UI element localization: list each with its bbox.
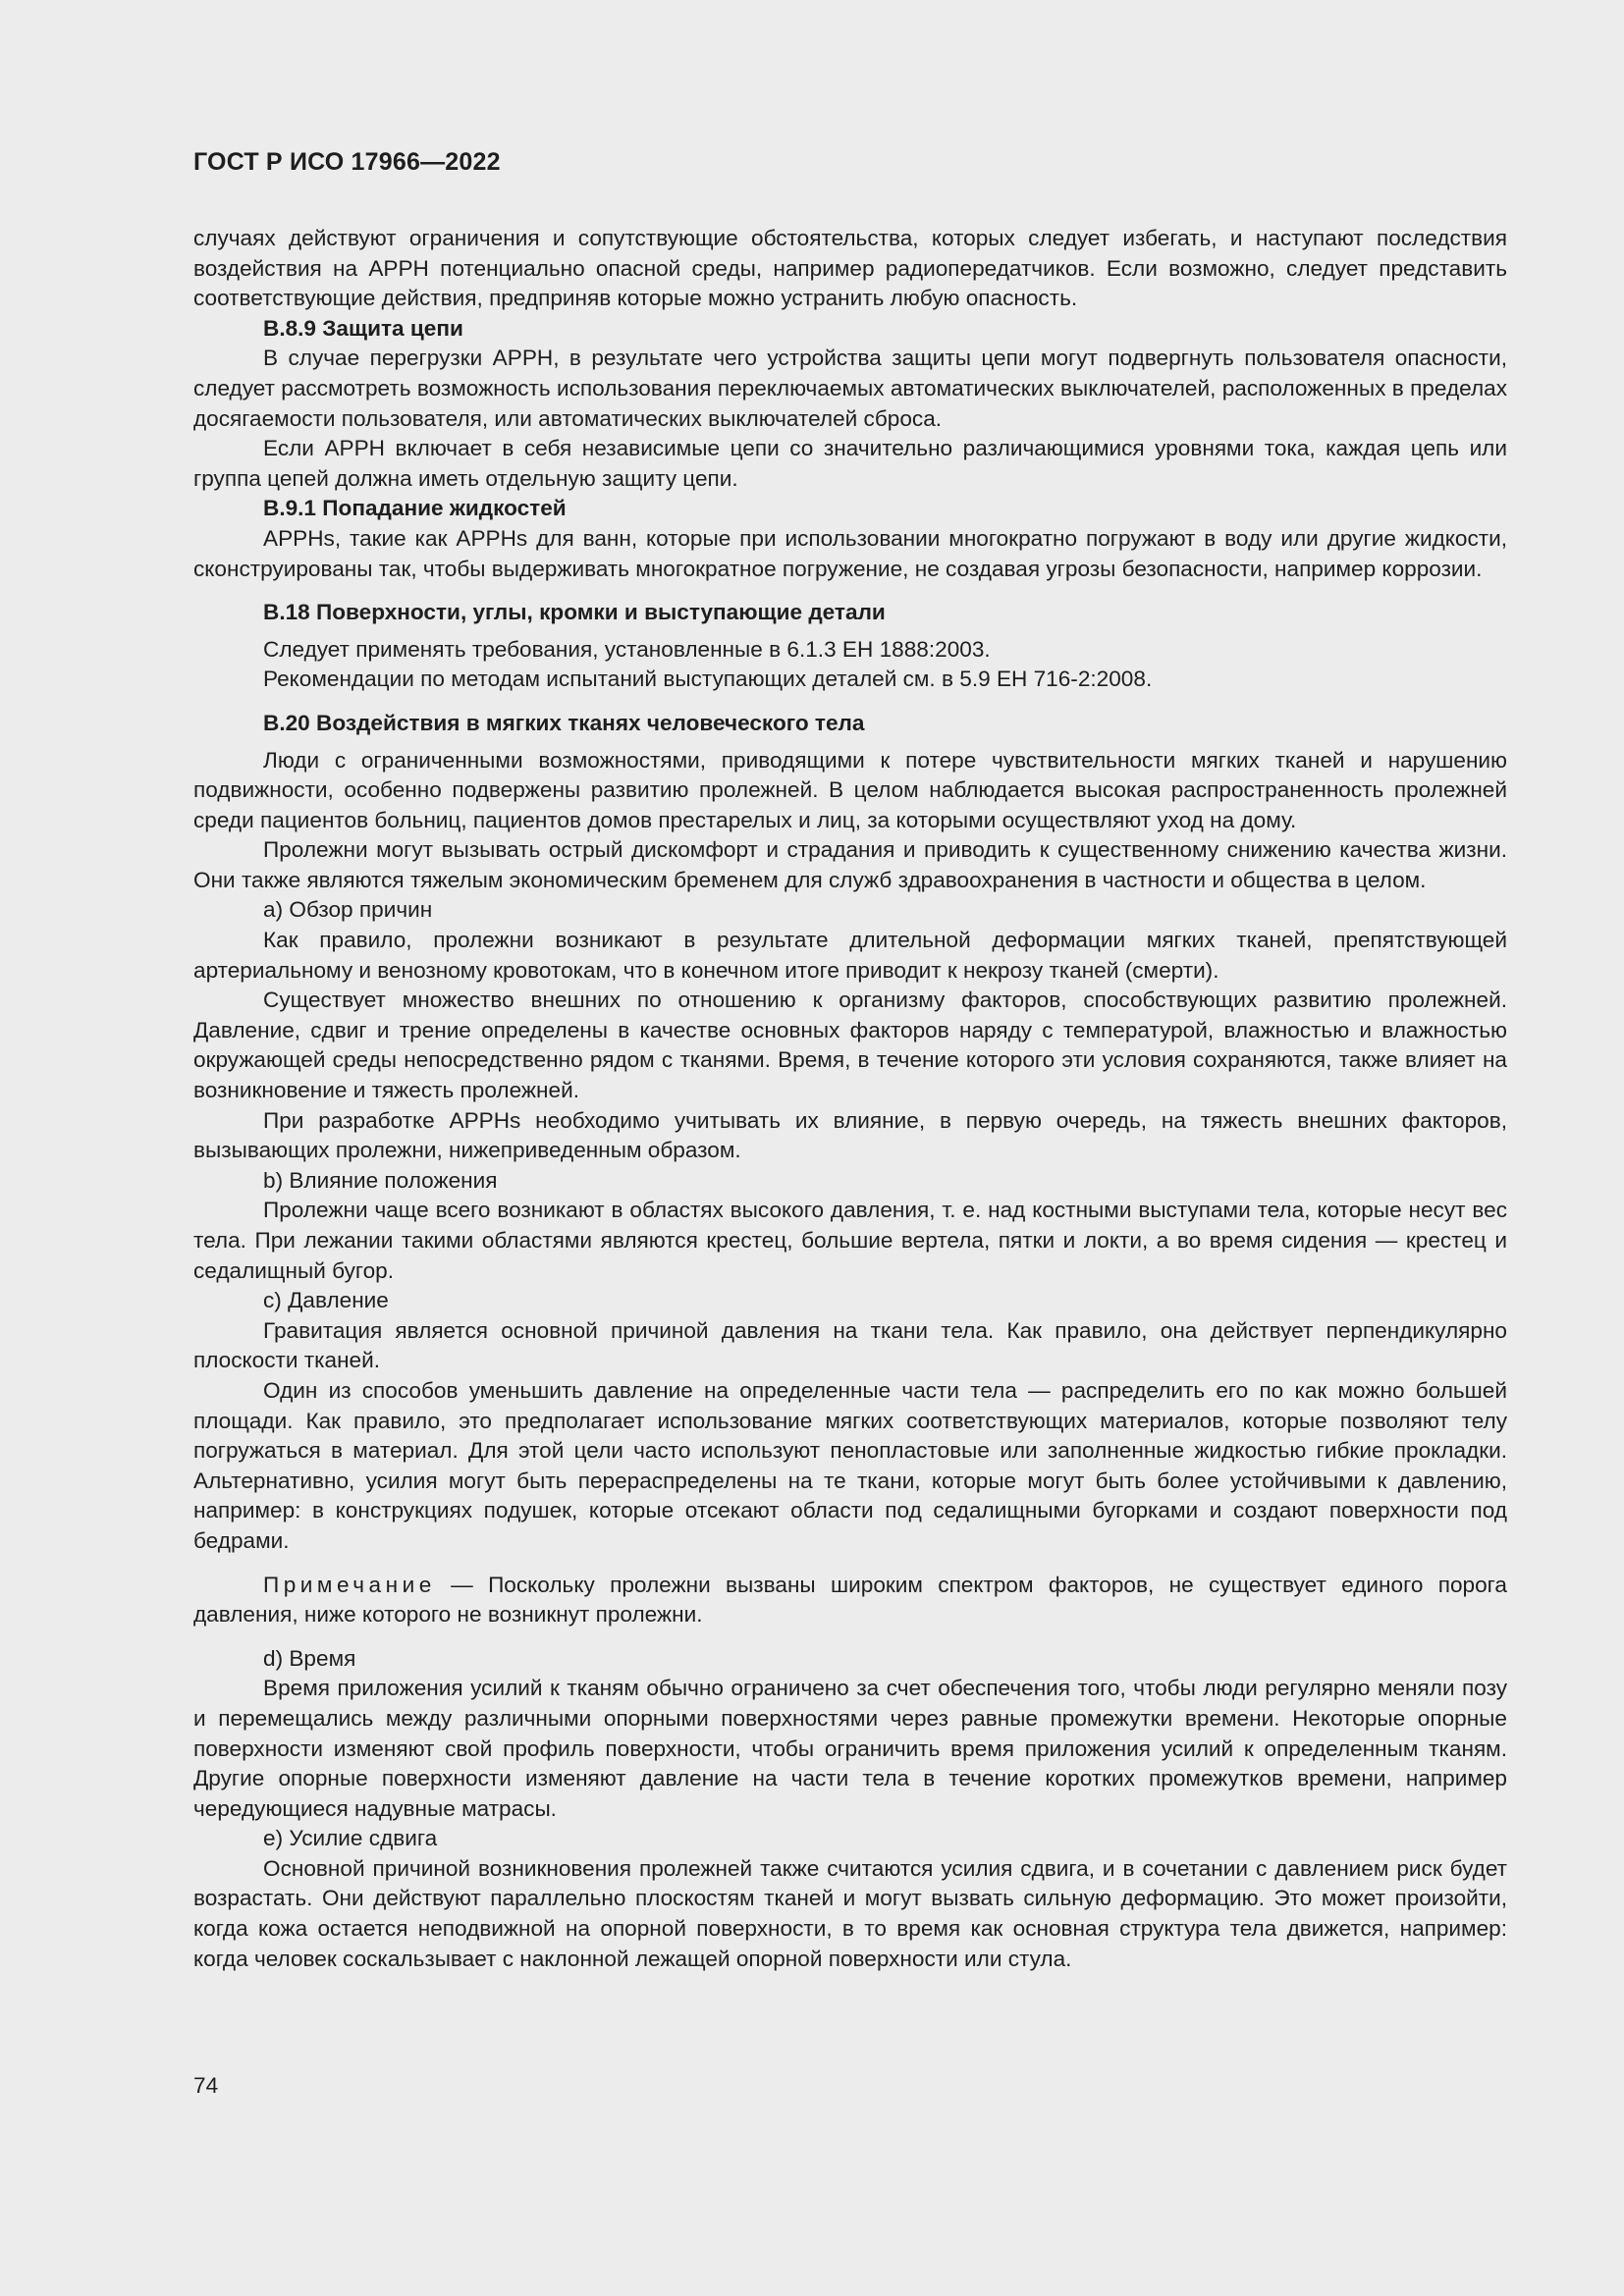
paragraph: Основной причиной возникновения пролежней также считаются усилия сдвига, и в сочетании с давлением риск будет возрастать. Они действуют параллельно плоскостям тканей и могут вызвать сильную деформацию. Это может произойти, когда кожа остается неподвижной на опорной поверхности, в то время как основная структура тела движется, например: когда человек соскальзывает с наклонной лежащей опорной поверхности или стула. [193, 1855, 1507, 1971]
section-heading-b18: B.18 Поверхности, углы, кромки и выступающие детали [263, 600, 886, 625]
document-header: ГОСТ Р ИСО 17966—2022 [193, 148, 501, 176]
list-item-e: е) Усилие сдвига [263, 1826, 438, 1851]
paragraph: Если АРРН включает в себя независимые цепи со значительно различающимися уровнями тока, каждая цепь или группа цепей должна иметь отдельную защиту цепи. [193, 436, 1507, 491]
note-label: Примечание [263, 1572, 436, 1597]
section-heading-b91: B.9.1 Попадание жидкостей [263, 496, 567, 521]
paragraph: Следует применять требования, установленные в 6.1.3 ЕН 1888:2003. [263, 636, 991, 662]
list-item-a: а) Обзор причин [263, 897, 433, 923]
document-page [193, 0, 1507, 2296]
paragraph: При разработке АРРНs необходимо учитывать их влияние, в первую очередь, на тяжесть внешних факторов, вызывающих пролежни, нижеприведенным образом. [193, 1107, 1507, 1163]
list-item-c: с) Давление [263, 1288, 389, 1313]
paragraph: Один из способов уменьшить давление на определенные части тела — распределить его по как можно большей площади. Как правило, это предполагает использование мягких соответствующих материалов, которые позволяют телу погружаться в материал. Для этой цели часто используют пенопластовые или заполненные жидкостью гибкие прокладки. Альтернативно, усилия могут быть перераспределены на те ткани, которые могут быть более устойчивыми к давлению, например: в конструкциях подушек, которые отсекают области под седалищными бугорками и создают поверхности под бедрами. [193, 1377, 1507, 1553]
section-heading-b20: B.20 Воздействия в мягких тканях человеческого тела [263, 710, 865, 735]
paragraph: Люди с ограниченными возможностями, приводящими к потере чувствительности мягких тканей и нарушению подвижности, особенно подвержены развитию пролежней. В целом наблюдается высокая распространенность пролежней среди пациентов больниц, пациентов домов престарелых и лиц, за которыми осуществляют уход на дому. [193, 747, 1507, 832]
list-item-d: d) Время [263, 1645, 356, 1671]
paragraph: Рекомендации по методам испытаний выступающих деталей см. в 5.9 ЕН 716-2:2008. [263, 667, 1153, 692]
note-text: — Поскольку пролежни вызваны широким спектром факторов, не существует единого порога давления, ниже которого не возникнут пролежни. [193, 1572, 1507, 1628]
paragraph: Как правило, пролежни возникают в результате длительной деформации мягких тканей, препятствующей артериальному и венозному кровотокам, что в конечном итоге приводит к некрозу тканей (смерти). [193, 928, 1507, 983]
paragraph: Пролежни могут вызывать острый дискомфорт и страдания и приводить к существенному снижению качества жизни. Они также являются тяжелым экономическим бременем для служб здравоохранения в частности и общества в целом. [193, 837, 1507, 892]
paragraph: случаях действуют ограничения и сопутствующие обстоятельства, которых следует избегать, и наступают последствия воздействия на АРРН потенциально опасной среды, например радиопередатчиков. Если возможно, следует представить соответствующие действия, предприняв которые можно устранить любую опасность. [193, 226, 1507, 311]
paragraph: Гравитация является основной причиной давления на ткани тела. Как правило, она действует перпендикулярно плоскости тканей. [193, 1317, 1507, 1373]
paragraph: Существует множество внешних по отношению к организму факторов, способствующих развитию пролежней. Давление, сдвиг и трение определены в качестве основных факторов наряду с температурой, влажностью и влажностью окружающей среды непосредственно рядом с тканями. Время, в течение которого эти условия сохраняются, также влияет на возникновение и тяжесть пролежней. [193, 988, 1507, 1103]
paragraph: Пролежни чаще всего возникают в областях высокого давления, т. е. над костными выступами тела, которые несут вес тела. При лежании такими областями являются крестец, большие вертела, пятки и локти, а во время сидения — крестец и седалищный бугор. [193, 1198, 1507, 1283]
page-number: 74 [193, 2073, 219, 2098]
paragraph: АРРНs, такие как АРРНs для ванн, которые при использовании многократно погружают в воду или другие жидкости, сконструированы так, чтобы выдерживать многократное погружение, не создавая угрозы безопасности, например коррозии. [193, 525, 1507, 581]
note [193, 1571, 1507, 1630]
paragraph: В случае перегрузки АРРН, в результате чего устройства защиты цепи могут подвергнуть пользователя опасности, следует рассмотреть возможность использования переключаемых автоматических выключателей, расположенных в пределах досягаемости пользователя, или автоматических выключателей сброса. [193, 346, 1507, 431]
list-item-b: b) Влияние положения [263, 1167, 498, 1193]
document-body [193, 224, 1507, 1974]
paragraph: Время приложения усилий к тканям обычно ограничено за счет обеспечения того, чтобы люди регулярно меняли позу и перемещались между различными опорными поверхностями через равные промежутки времени. Некоторые опорные поверхности изменяют свой профиль поверхности, чтобы ограничить время приложения усилий к определенным тканям. Другие опорные поверхности изменяют давление на части тела в течение коротких промежутков времени, например чередующиеся надувные матрасы. [193, 1676, 1507, 1821]
section-heading-b89: B.8.9 Защита цепи [263, 315, 463, 341]
